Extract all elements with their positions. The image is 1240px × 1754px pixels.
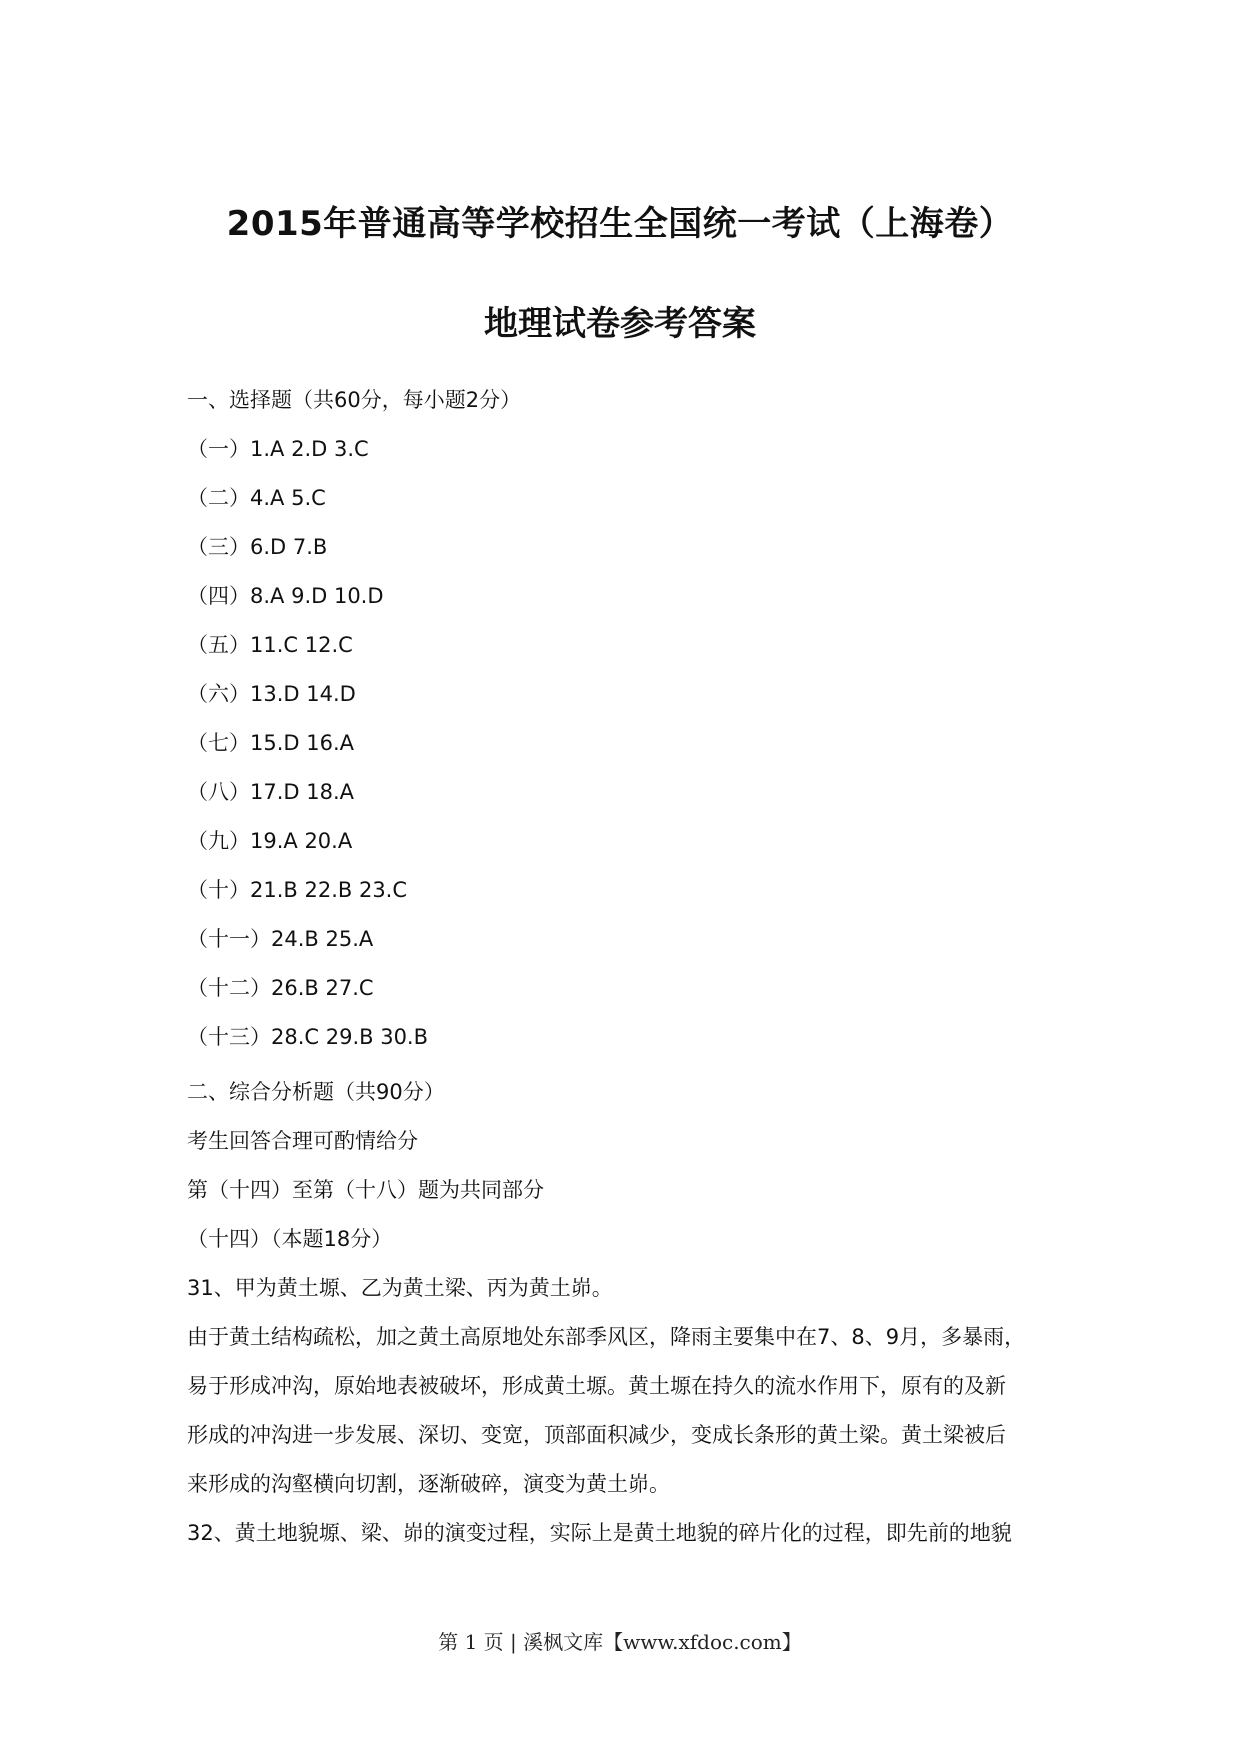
document-title: 2015年普通高等学校招生全国统一考试（上海卷） — [226, 204, 1014, 244]
answer-line: （九）19.A 20.A — [187, 829, 353, 853]
paragraph-line: 来形成的沟壑横向切割，逐渐破碎，演变为黄土峁。 — [187, 1472, 670, 1496]
answer-line: （十二）26.B 27.C — [187, 976, 374, 1000]
answer-line: （一）1.A 2.D 3.C — [187, 437, 369, 461]
answer-line: （十一）24.B 25.A — [187, 927, 374, 951]
paragraph-line: 易于形成冲沟，原始地表被破坏，形成黄土塬。黄土塬在持久的流水作用下，原有的及新 — [187, 1374, 1006, 1398]
page-footer: 第 1 页 | 溪枫文库【www.xfdoc.com】 — [438, 1630, 802, 1654]
question-31-answer: 31、甲为黄土塬、乙为黄土梁、丙为黄土峁。 — [187, 1276, 613, 1300]
answer-line: （八）17.D 18.A — [187, 780, 355, 804]
document-subtitle: 地理试卷参考答案 — [484, 304, 756, 344]
paragraph-line: 由于黄土结构疏松，加之黄土高原地处东部季风区，降雨主要集中在7、8、9月，多暴雨， — [187, 1325, 1026, 1349]
answer-line: （十三）28.C 29.B 30.B — [187, 1025, 429, 1049]
answer-line: （二）4.A 5.C — [187, 486, 326, 510]
section-heading-choice: 一、选择题（共60分，每小题2分） — [187, 388, 522, 412]
answer-line: （五）11.C 12.C — [187, 633, 353, 657]
section-heading-analysis: 二、综合分析题（共90分） — [187, 1080, 445, 1104]
question-14-heading: （十四）（本题18分） — [187, 1227, 393, 1251]
question-32-answer: 32、黄土地貌塬、梁、峁的演变过程，实际上是黄土地貌的碎片化的过程，即先前的地貌 — [187, 1521, 1012, 1545]
paragraph-line: 形成的冲沟进一步发展、深切、变宽，顶部面积减少，变成长条形的黄土梁。黄土梁被后 — [187, 1423, 1006, 1447]
answer-line: （七）15.D 16.A — [187, 731, 355, 755]
answer-line: （四）8.A 9.D 10.D — [187, 584, 384, 608]
common-part-note: 第（十四）至第（十八）题为共同部分 — [187, 1178, 544, 1202]
answer-line: （六）13.D 14.D — [187, 682, 356, 706]
answer-line: （十）21.B 22.B 23.C — [187, 878, 408, 902]
grading-note: 考生回答合理可酌情给分 — [187, 1129, 418, 1153]
answer-line: （三）6.D 7.B — [187, 535, 328, 559]
